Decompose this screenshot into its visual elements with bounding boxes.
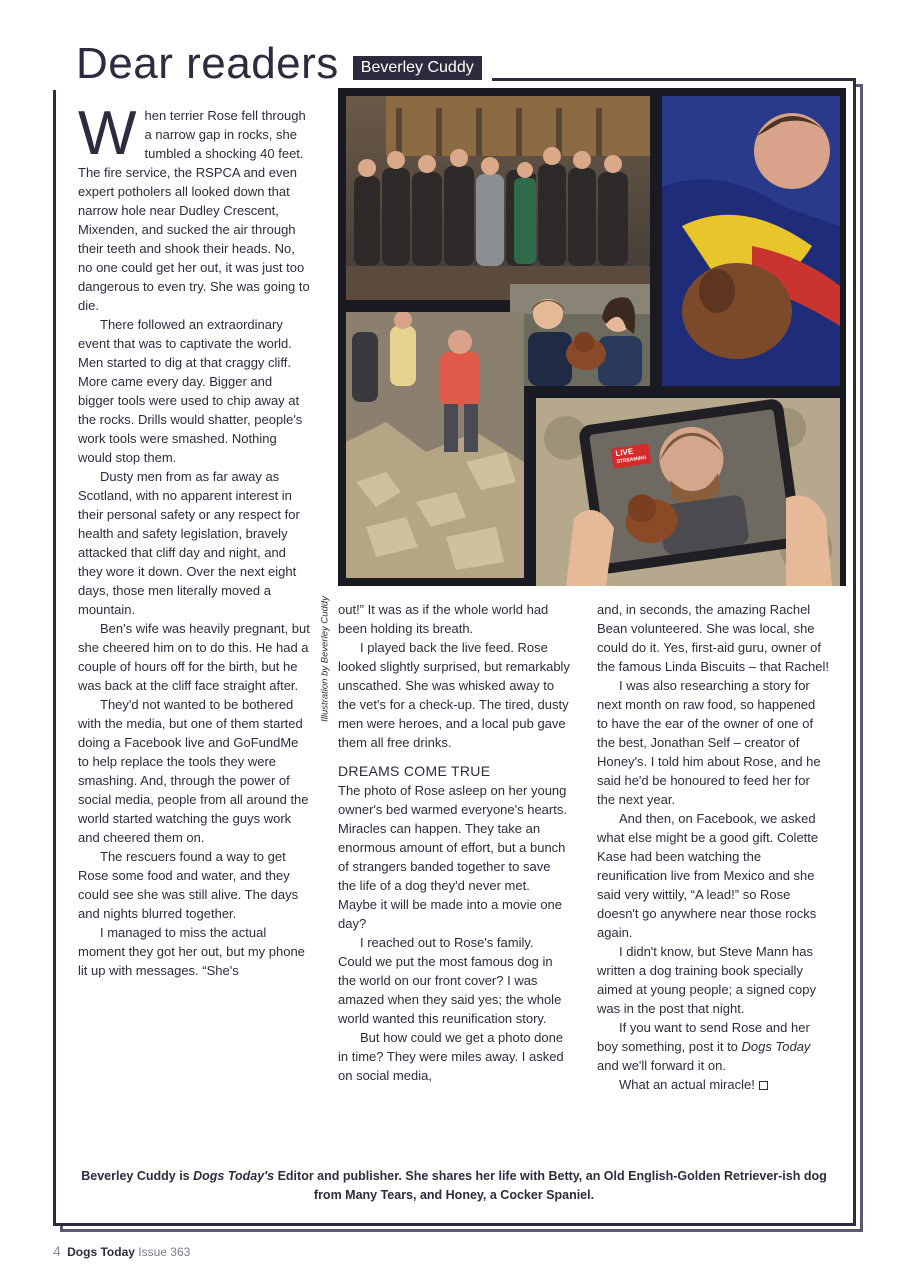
author-bio: Beverley Cuddy is Dogs Today's Editor and publisher. She shares her life with Betty, an Old English-Golden Retriever-ish dog from Many Tears, and Honey, a Cocker Spaniel. <box>81 1169 827 1202</box>
paragraph: And then, on Facebook, we asked what else might be a good gift. Colette Kase had been watching the reunification live from Mexico and she said very wittily, “A lead!” so Rose doesn't go anywhere near those rocks again. <box>597 811 819 940</box>
illustration-credit: Illustration by Beverley Cuddy <box>319 596 331 722</box>
paragraph: They'd not wanted to be bothered with the media, but one of them started doing a Facebook live and GoFundMe to help replace the tools they were smashing. And, through the power of social media, people from all around the world started watching the guys work and cheered them on. <box>78 697 309 845</box>
issue-number: Issue 363 <box>138 1245 191 1259</box>
page-number: 4 <box>53 1243 61 1259</box>
paragraph: out!” It was as if the whole world had been holding its breath. <box>338 602 549 636</box>
paragraph: There followed an extraordinary event that was to captivate the world. Men started to dig at that craggy cliff. More came every day. Bigger and bigger tools were used to chip away at the rocks. Drills would shatter, people's work tools were smashed. Nothing would stop them. <box>78 317 303 465</box>
paragraph: The photo of Rose asleep on her young owner's bed warmed everyone's hearts. Miracles can happen. They take an enormous amount of effort, but a bunch of strangers banded together to save the life of a dog they'd never met. Maybe it will be made into a movie one day? <box>338 783 567 931</box>
header <box>46 38 492 90</box>
article-column-3 <box>597 600 829 1094</box>
subheading: DREAMS COME TRUE <box>338 763 491 779</box>
byline-badge: Beverley Cuddy <box>353 56 482 80</box>
paragraph: What an actual miracle! <box>597 1075 829 1094</box>
drop-cap: W <box>78 99 137 168</box>
paragraph: The rescuers found a way to get Rose some food and water, and they could see she was still alive. The days and nights blurred together. <box>78 849 299 921</box>
page-footer <box>53 1243 190 1259</box>
paragraph: When terrier Rose fell through a narrow gap in rocks, she tumbled a shocking 40 feet. The fire service, the RSPCA and even expert potholers all looked down that narrow hole near Dudley Crescent, Mixenden, and sucked the air through their teeth and shook their heads. No, no one could get her out, it was just too dangerous to even try. She was going to die. <box>78 99 310 313</box>
photo-collage <box>338 88 846 586</box>
paragraph: Dusty men from as far away as Scotland, with no apparent interest in their personal safety or any respect for health and safety legislation, bravely attacked that cliff day and night, and they wore it down. Over the next eight days, those men literally moved a mountain. <box>78 469 300 617</box>
live-streaming-badge: LIVE STREAMING <box>611 443 651 468</box>
magazine-name: Dogs Today <box>67 1245 135 1259</box>
live-stream-tablet-photo <box>536 398 840 586</box>
end-mark-icon <box>759 1081 768 1090</box>
page-title: Dear readers <box>76 39 339 88</box>
article-column-1 <box>78 99 310 980</box>
digging-at-cliff-photo <box>346 312 524 578</box>
paragraph: If you want to send Rose and her boy something, post it to Dogs Today and we'll forward it on. <box>597 1020 811 1073</box>
paragraph: I reached out to Rose's family. Could we put the most famous dog in the world on our front cover? I was amazed when they said yes; the whole world wanted this reunification story. <box>338 935 562 1026</box>
paragraph: But how could we get a photo done in time? They were miles away. I asked on social media, <box>338 1030 564 1083</box>
paragraph: I didn't know, but Steve Mann has written a dog training book specially aimed at young people; a signed copy was in the post that night. <box>597 944 816 1016</box>
boy-with-dog-photo <box>662 96 840 386</box>
paragraph: I played back the live feed. Rose looked slightly surprised, but remarkably unscathed. She was whisked away to the vet's for a check-up. The tired, dusty men were heroes, and a local pub gave them all free drinks. <box>338 640 570 750</box>
paragraph: Ben's wife was heavily pregnant, but she cheered him on to do this. He had a couple of hours off for the birth, but he was back at the cliff face straight after. <box>78 621 310 693</box>
rescue-team-photo <box>346 96 650 300</box>
article-column-2 <box>338 600 570 1085</box>
vet-visit-photo <box>510 284 650 386</box>
paragraph: and, in seconds, the amazing Rachel Bean volunteered. She was local, she could do it. Yes, first-aid guru, owner of the famous Linda Biscuits – that Rachel! <box>597 602 829 674</box>
paragraph: I was also researching a story for next month on raw food, so happened to have the ear of the owner of one of the best, Jonathan Self – creator of Honey's. I told him about Rose, and he said he'd be honoured to feed her for the next year. <box>597 678 821 807</box>
paragraph: I managed to miss the actual moment they got her out, but my phone lit up with messages. “She's <box>78 925 305 978</box>
